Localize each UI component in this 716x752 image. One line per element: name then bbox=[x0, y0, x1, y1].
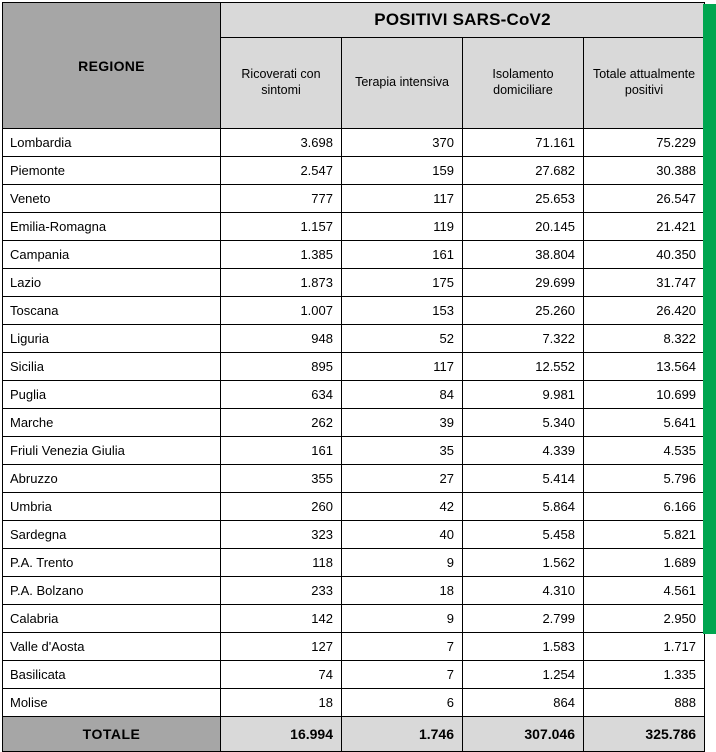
cell-isolamento: 4.310 bbox=[463, 577, 584, 605]
table-row bbox=[3, 297, 705, 325]
cell-totale: 1.335 bbox=[584, 661, 705, 689]
cell-ricoverati: 142 bbox=[221, 605, 342, 633]
cell-region: Emilia-Romagna bbox=[3, 213, 221, 241]
cell-region: Piemonte bbox=[3, 157, 221, 185]
cell-terapia: 175 bbox=[342, 269, 463, 297]
table-row bbox=[3, 157, 705, 185]
cell-terapia: 153 bbox=[342, 297, 463, 325]
cell-isolamento: 5.458 bbox=[463, 521, 584, 549]
cell-totale: 26.420 bbox=[584, 297, 705, 325]
cell-region: Campania bbox=[3, 241, 221, 269]
cell-ricoverati: 355 bbox=[221, 465, 342, 493]
cell-totale: 5.821 bbox=[584, 521, 705, 549]
cell-isolamento: 9.981 bbox=[463, 381, 584, 409]
column-header-terapia-intensiva: Terapia intensiva bbox=[342, 38, 463, 129]
cell-total-ricoverati: 16.994 bbox=[221, 717, 342, 752]
table-row bbox=[3, 409, 705, 437]
table-row bbox=[3, 129, 705, 157]
cell-isolamento: 12.552 bbox=[463, 353, 584, 381]
cell-ricoverati: 895 bbox=[221, 353, 342, 381]
cell-ricoverati: 262 bbox=[221, 409, 342, 437]
cell-isolamento: 20.145 bbox=[463, 213, 584, 241]
table-row bbox=[3, 325, 705, 353]
table-row bbox=[3, 549, 705, 577]
cell-ricoverati: 260 bbox=[221, 493, 342, 521]
cell-region: Toscana bbox=[3, 297, 221, 325]
cell-terapia: 42 bbox=[342, 493, 463, 521]
cell-ricoverati: 323 bbox=[221, 521, 342, 549]
cell-terapia: 9 bbox=[342, 605, 463, 633]
cell-total-totale: 325.786 bbox=[584, 717, 705, 752]
cell-ricoverati: 634 bbox=[221, 381, 342, 409]
column-header-isolamento-domiciliare: Isolamento domiciliare bbox=[463, 38, 584, 129]
cell-terapia: 52 bbox=[342, 325, 463, 353]
cell-isolamento: 25.260 bbox=[463, 297, 584, 325]
table-row bbox=[3, 381, 705, 409]
cell-total-isolamento: 307.046 bbox=[463, 717, 584, 752]
cell-region: Umbria bbox=[3, 493, 221, 521]
cell-region: Friuli Venezia Giulia bbox=[3, 437, 221, 465]
cell-isolamento: 5.864 bbox=[463, 493, 584, 521]
cell-total-label: TOTALE bbox=[3, 717, 221, 752]
cell-totale: 5.796 bbox=[584, 465, 705, 493]
table-body bbox=[3, 129, 705, 752]
cell-region: P.A. Bolzano bbox=[3, 577, 221, 605]
table-row bbox=[3, 577, 705, 605]
cell-totale: 13.564 bbox=[584, 353, 705, 381]
cell-ricoverati: 18 bbox=[221, 689, 342, 717]
cell-totale: 21.421 bbox=[584, 213, 705, 241]
cell-totale: 40.350 bbox=[584, 241, 705, 269]
column-header-totale-positivi: Totale attualmente positivi bbox=[584, 38, 705, 129]
cell-ricoverati: 948 bbox=[221, 325, 342, 353]
cell-totale: 2.950 bbox=[584, 605, 705, 633]
cell-isolamento: 29.699 bbox=[463, 269, 584, 297]
cell-ricoverati: 777 bbox=[221, 185, 342, 213]
table-row bbox=[3, 465, 705, 493]
cell-region: Molise bbox=[3, 689, 221, 717]
cell-totale: 4.535 bbox=[584, 437, 705, 465]
table-row bbox=[3, 241, 705, 269]
cell-isolamento: 71.161 bbox=[463, 129, 584, 157]
cell-totale: 1.689 bbox=[584, 549, 705, 577]
cell-totale: 30.388 bbox=[584, 157, 705, 185]
cell-totale: 6.166 bbox=[584, 493, 705, 521]
cell-isolamento: 864 bbox=[463, 689, 584, 717]
cell-ricoverati: 1.007 bbox=[221, 297, 342, 325]
cell-region: Veneto bbox=[3, 185, 221, 213]
cell-isolamento: 1.583 bbox=[463, 633, 584, 661]
table-total-row bbox=[3, 717, 705, 752]
cell-totale: 888 bbox=[584, 689, 705, 717]
cell-totale: 75.229 bbox=[584, 129, 705, 157]
cell-totale: 10.699 bbox=[584, 381, 705, 409]
table-row bbox=[3, 185, 705, 213]
cell-ricoverati: 127 bbox=[221, 633, 342, 661]
table-row bbox=[3, 661, 705, 689]
cell-isolamento: 5.340 bbox=[463, 409, 584, 437]
cell-terapia: 159 bbox=[342, 157, 463, 185]
table-row bbox=[3, 689, 705, 717]
cell-terapia: 161 bbox=[342, 241, 463, 269]
covid-regions-table bbox=[2, 2, 705, 752]
cell-ricoverati: 74 bbox=[221, 661, 342, 689]
cell-ricoverati: 233 bbox=[221, 577, 342, 605]
accent-bar-right bbox=[703, 4, 716, 634]
cell-terapia: 370 bbox=[342, 129, 463, 157]
cell-terapia: 39 bbox=[342, 409, 463, 437]
cell-region: P.A. Trento bbox=[3, 549, 221, 577]
table-row bbox=[3, 269, 705, 297]
cell-region: Lombardia bbox=[3, 129, 221, 157]
cell-isolamento: 1.254 bbox=[463, 661, 584, 689]
cell-isolamento: 25.653 bbox=[463, 185, 584, 213]
cell-ricoverati: 118 bbox=[221, 549, 342, 577]
cell-terapia: 117 bbox=[342, 353, 463, 381]
table-row bbox=[3, 437, 705, 465]
table-row bbox=[3, 213, 705, 241]
cell-isolamento: 38.804 bbox=[463, 241, 584, 269]
cell-terapia: 18 bbox=[342, 577, 463, 605]
cell-isolamento: 4.339 bbox=[463, 437, 584, 465]
cell-totale: 26.547 bbox=[584, 185, 705, 213]
column-header-regione: REGIONE bbox=[3, 3, 221, 129]
cell-ricoverati: 161 bbox=[221, 437, 342, 465]
cell-isolamento: 1.562 bbox=[463, 549, 584, 577]
cell-ricoverati: 1.157 bbox=[221, 213, 342, 241]
table-row bbox=[3, 521, 705, 549]
column-header-ricoverati: Ricoverati con sintomi bbox=[221, 38, 342, 129]
cell-ricoverati: 1.385 bbox=[221, 241, 342, 269]
group-header-positivi: POSITIVI SARS-CoV2 bbox=[221, 3, 705, 38]
cell-ricoverati: 1.873 bbox=[221, 269, 342, 297]
cell-region: Puglia bbox=[3, 381, 221, 409]
page-container bbox=[0, 2, 716, 742]
cell-terapia: 27 bbox=[342, 465, 463, 493]
cell-ricoverati: 2.547 bbox=[221, 157, 342, 185]
cell-isolamento: 7.322 bbox=[463, 325, 584, 353]
cell-region: Sardegna bbox=[3, 521, 221, 549]
cell-region: Calabria bbox=[3, 605, 221, 633]
table-row bbox=[3, 605, 705, 633]
cell-totale: 1.717 bbox=[584, 633, 705, 661]
cell-isolamento: 27.682 bbox=[463, 157, 584, 185]
cell-totale: 31.747 bbox=[584, 269, 705, 297]
cell-terapia: 9 bbox=[342, 549, 463, 577]
table-row bbox=[3, 493, 705, 521]
cell-terapia: 84 bbox=[342, 381, 463, 409]
header-row-group bbox=[3, 3, 705, 38]
cell-terapia: 35 bbox=[342, 437, 463, 465]
cell-terapia: 119 bbox=[342, 213, 463, 241]
cell-terapia: 7 bbox=[342, 661, 463, 689]
cell-totale: 5.641 bbox=[584, 409, 705, 437]
cell-region: Lazio bbox=[3, 269, 221, 297]
cell-region: Liguria bbox=[3, 325, 221, 353]
cell-terapia: 40 bbox=[342, 521, 463, 549]
cell-region: Sicilia bbox=[3, 353, 221, 381]
cell-totale: 4.561 bbox=[584, 577, 705, 605]
cell-ricoverati: 3.698 bbox=[221, 129, 342, 157]
table-row bbox=[3, 353, 705, 381]
cell-totale: 8.322 bbox=[584, 325, 705, 353]
cell-isolamento: 5.414 bbox=[463, 465, 584, 493]
cell-total-terapia: 1.746 bbox=[342, 717, 463, 752]
cell-terapia: 6 bbox=[342, 689, 463, 717]
cell-region: Abruzzo bbox=[3, 465, 221, 493]
cell-region: Marche bbox=[3, 409, 221, 437]
cell-terapia: 117 bbox=[342, 185, 463, 213]
cell-isolamento: 2.799 bbox=[463, 605, 584, 633]
table-header bbox=[3, 3, 705, 129]
cell-terapia: 7 bbox=[342, 633, 463, 661]
cell-region: Valle d'Aosta bbox=[3, 633, 221, 661]
table-row bbox=[3, 633, 705, 661]
cell-region: Basilicata bbox=[3, 661, 221, 689]
